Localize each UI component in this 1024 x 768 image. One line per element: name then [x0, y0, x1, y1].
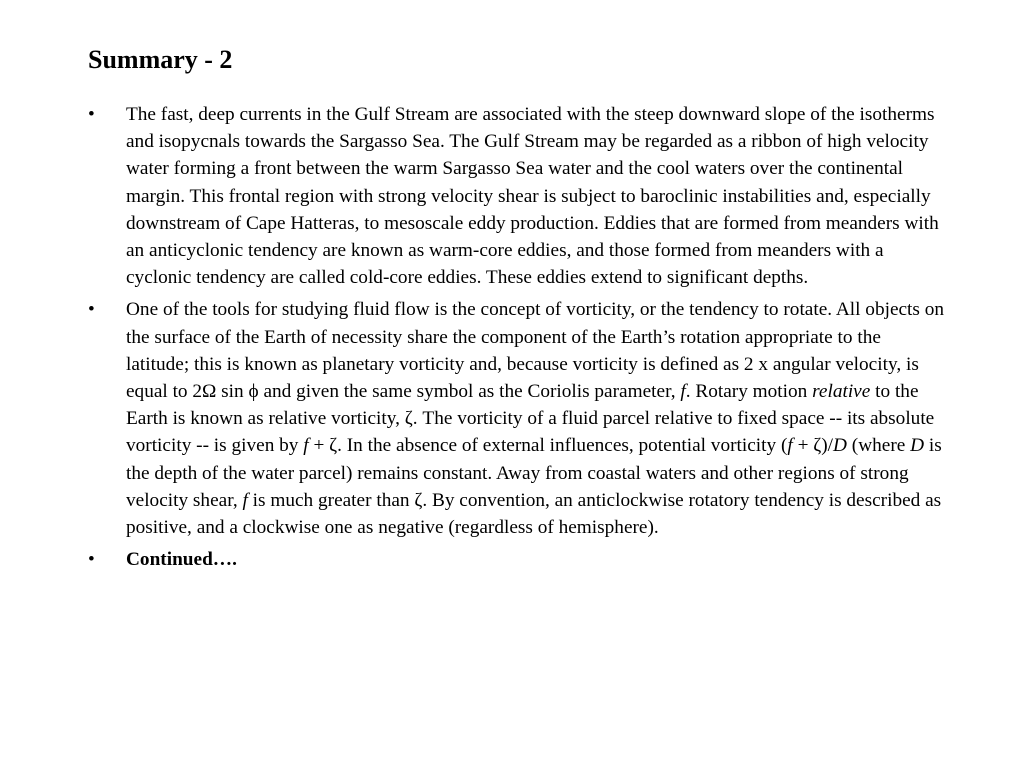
vorticity-symbol-f: f: [242, 489, 248, 511]
vorticity-symbol-f: f: [680, 381, 686, 403]
continued-text: Continued….: [126, 549, 237, 571]
bullet-text-vorticity: [126, 296, 948, 541]
vorticity-text-segment: + ζ)/: [792, 435, 834, 457]
bullet-list: [88, 101, 948, 578]
vorticity-symbol-f: f: [303, 435, 309, 457]
bullet-text-gulf-stream: The fast, deep currents in the Gulf Stream are associated with the steep downward slope of the isotherms and isopycnals towards the Sargasso Sea. The Gulf Stream may be regarded as a ribbon of high velocity water forming a front between the warm Sargasso Sea water and the cool waters over the continental margin. This frontal region with strong velocity shear is subject to baroclinic instabilities and, especially downstream of Cape Hatteras, to mesoscale eddy production. Eddies that are formed from meanders with an anticyclonic tendency are known as warm-core eddies, and those formed from meanders with a cyclonic tendency are called cold-core eddies. These eddies extend to significant depths.: [126, 104, 939, 289]
vorticity-text-segment: (where: [846, 435, 911, 457]
vorticity-symbol-f: f: [787, 435, 793, 457]
depth-symbol-d: D: [833, 435, 847, 457]
slide-title: Summary - 2: [88, 45, 233, 74]
bullet-item-gulf-stream: [88, 101, 948, 291]
bullet-marker: •: [88, 104, 95, 125]
vorticity-text-segment: is the depth of the water parcel) remains constant. Away from coastal waters and other regions of strong velocity shear,: [126, 435, 942, 511]
relative-emphasis: relative: [812, 381, 871, 403]
bullet-item-continued: [88, 546, 948, 573]
vorticity-text-segment: is much greater than ζ. By convention, an anticlockwise rotatory tendency is described as positive, and a clockwise one as negative (regardless of hemisphere).: [126, 489, 942, 539]
vorticity-text-segment: . Rotary motion: [685, 381, 813, 403]
bullet-item-vorticity: [88, 296, 948, 541]
bullet-marker: •: [88, 549, 95, 571]
vorticity-text-segment: + ζ. In the absence of external influences, potential vorticity (: [308, 435, 788, 457]
bullet-marker: •: [88, 299, 95, 321]
vorticity-text-segment: to the Earth is known as relative vorticity, ζ. The vorticity of a fluid parcel relative to fixed space -- its absolute vorticity -- is given by: [126, 381, 935, 457]
vorticity-text-segment: One of the tools for studying fluid flow is the concept of vorticity, or the tendency to rotate. All objects on the surface of the Earth of necessity share the component of the Earth’s rotation appropriate to the latitude; this is known as planetary vorticity and, because vorticity is defined as 2 x angular velocity, is equal to 2Ω sin ϕ and given the same symbol as the Coriolis parameter,: [126, 299, 945, 403]
depth-symbol-d: D: [910, 435, 925, 457]
